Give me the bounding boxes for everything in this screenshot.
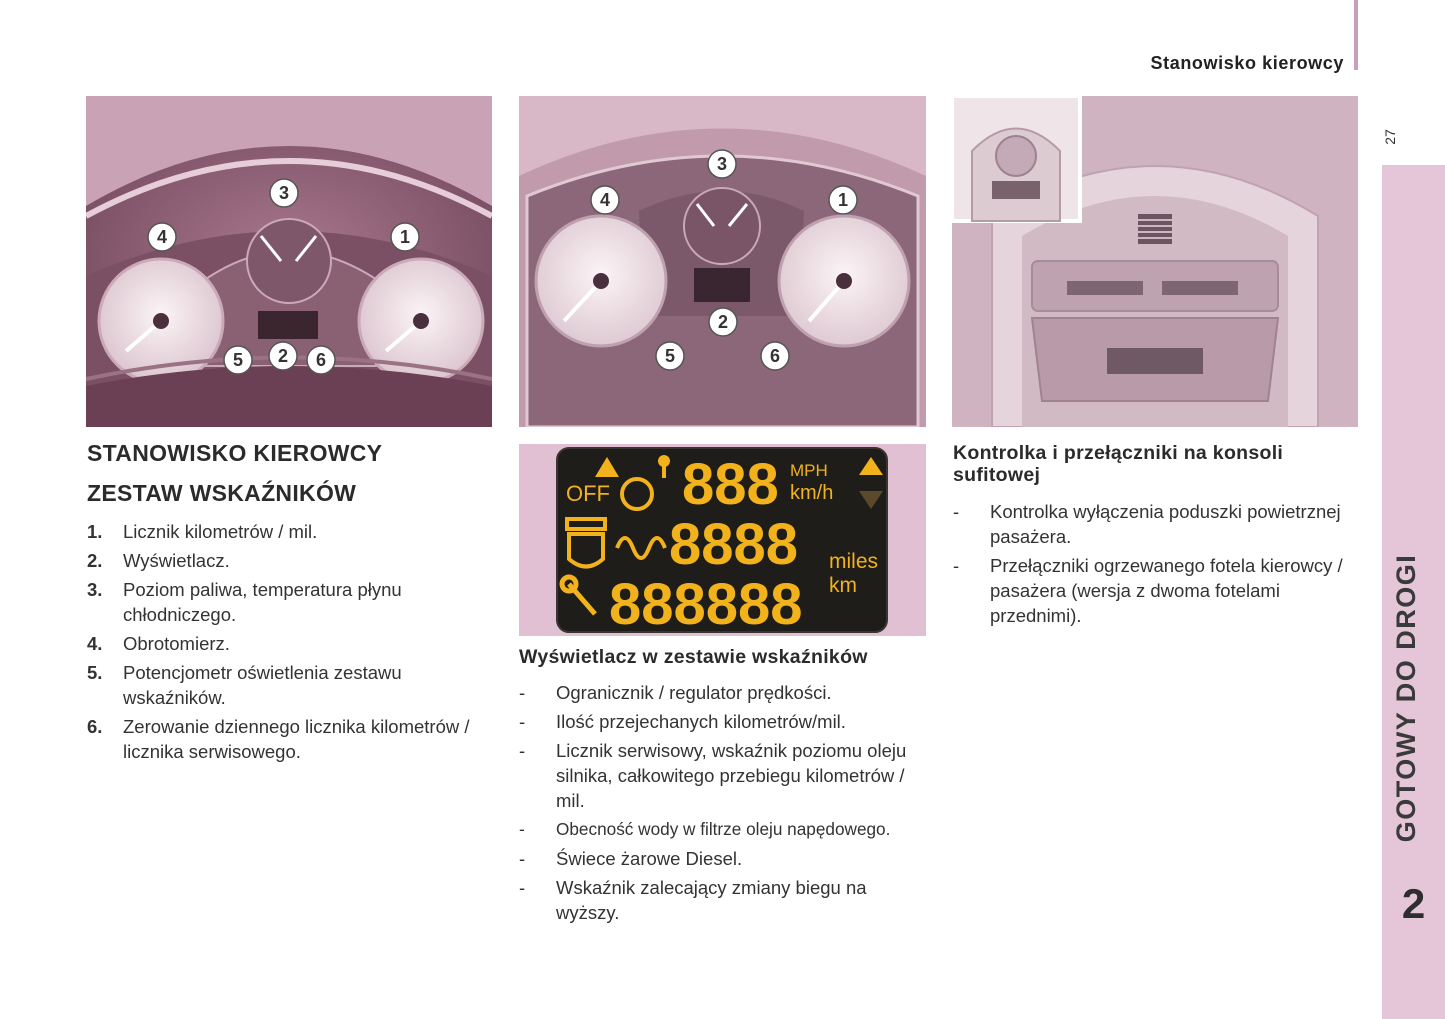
display-items-list <box>519 680 931 925</box>
lcd-unit-miles: miles <box>829 550 879 573</box>
svg-text:1: 1 <box>399 227 411 247</box>
callout-5 <box>224 346 252 374</box>
list-item: 6. Zerowanie dziennego licznika kilometrów / licznika serwisowego. <box>87 716 470 762</box>
list-item: - Licznik serwisowy, wskaźnik poziomu oleju silnika, całkowitego przebiegu kilometrów / mil. <box>519 740 907 811</box>
svg-text:2: 2 <box>717 312 729 332</box>
cluster-items-list <box>87 519 497 764</box>
list-item: - Obecność wody w filtrze oleju napędowego. <box>519 819 891 839</box>
console-items-list <box>953 499 1358 628</box>
callout-6 <box>307 346 335 374</box>
svg-text:5: 5 <box>232 350 244 370</box>
svg-text:3: 3 <box>278 183 290 203</box>
heading-zestaw: ZESTAW WSKAŹNIKÓW <box>87 480 357 506</box>
list-item: - Kontrolka wyłączenia poduszki powietrznej pasażera. <box>953 501 1341 547</box>
header-divider <box>1354 0 1358 70</box>
cluster-image-wheel-view <box>86 96 492 427</box>
lcd-display-image <box>519 444 926 636</box>
heading-stanowisko: STANOWISKO KIEROWCY <box>87 440 383 466</box>
cluster-image-front-view <box>519 96 926 427</box>
lcd-unit-mph: MPH <box>790 461 828 480</box>
list-item: - Świece żarowe Diesel. <box>519 848 743 869</box>
heading-display: Wyświetlacz w zestawie wskaźników <box>519 646 868 668</box>
svg-text:4: 4 <box>599 190 611 210</box>
callout-1 <box>829 186 857 214</box>
page-number: 27 <box>1382 129 1398 145</box>
svg-text:3: 3 <box>716 154 728 174</box>
lcd-odometer-digits: 888888 <box>609 572 803 636</box>
svg-text:6: 6 <box>315 350 327 370</box>
overhead-console-image <box>952 96 1358 427</box>
list-item: 3. Poziom paliwa, temperatura płynu chłodniczego. <box>87 579 402 625</box>
header-section-title: Stanowisko kierowcy <box>1150 53 1344 73</box>
list-item: 4. Obrotomierz. <box>87 633 230 654</box>
column-3 <box>953 442 1358 632</box>
callout-1 <box>391 223 419 251</box>
callout-4 <box>148 223 176 251</box>
callout-5 <box>656 342 684 370</box>
lcd-speed-digits: 888 <box>682 452 779 517</box>
callout-3 <box>270 179 298 207</box>
lcd-off-label: OFF <box>566 481 610 506</box>
svg-text:1: 1 <box>837 190 849 210</box>
list-item: - Wskaźnik zalecający zmiany biegu na wyższy. <box>519 877 867 923</box>
svg-text:5: 5 <box>664 346 676 366</box>
list-item: - Ogranicznik / regulator prędkości. <box>519 682 832 703</box>
lcd-unit-km: km <box>829 574 857 597</box>
callout-2 <box>709 308 737 336</box>
callout-3 <box>708 150 736 178</box>
column-1 <box>87 440 497 768</box>
callout-4 <box>591 186 619 214</box>
lcd-trip-digits: 8888 <box>669 512 799 577</box>
column-2 <box>519 646 931 929</box>
list-item: 1. Licznik kilometrów / mil. <box>87 521 318 542</box>
chapter-number: 2 <box>1401 880 1426 927</box>
callout-6 <box>761 342 789 370</box>
list-item: - Ilość przejechanych kilometrów/mil. <box>519 711 846 732</box>
svg-text:2: 2 <box>277 346 289 366</box>
list-item: 5. Potencjometr oświetlenia zestawu wskaźników. <box>87 662 402 708</box>
callout-2 <box>269 342 297 370</box>
list-item: 2. Wyświetlacz. <box>87 550 230 571</box>
svg-text:6: 6 <box>769 346 781 366</box>
heading-overhead-console: Kontrolka i przełączniki na konsoli sufitowej <box>953 442 1284 486</box>
list-item: - Przełączniki ogrzewanego fotela kierowcy / pasażera (wersja z dwoma fotelami przednimi). <box>953 555 1343 626</box>
svg-text:4: 4 <box>156 227 168 247</box>
chapter-title: GOTOWY DO DROGI <box>1391 553 1421 843</box>
lcd-unit-kmh: km/h <box>790 482 834 504</box>
